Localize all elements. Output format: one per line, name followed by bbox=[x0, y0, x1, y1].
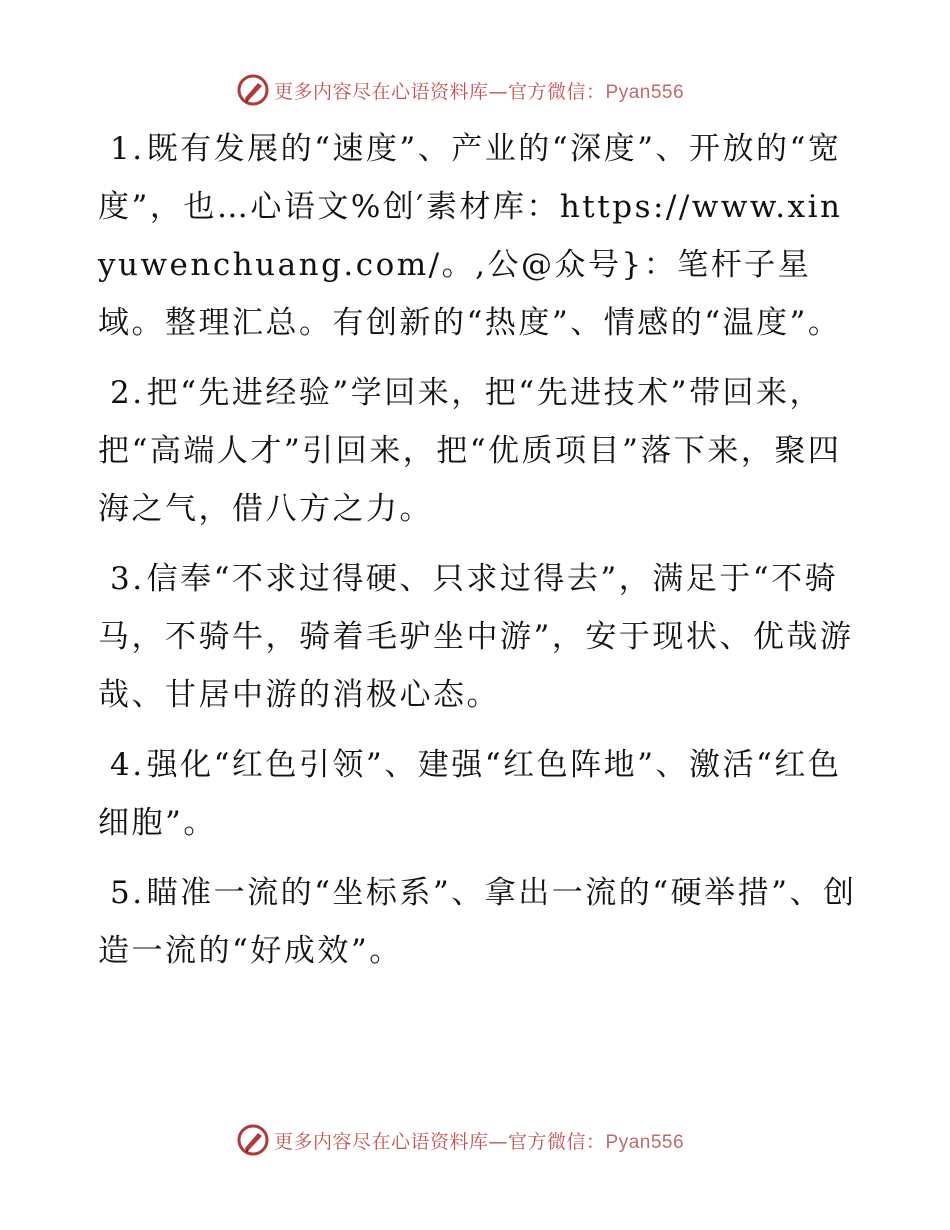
list-item-text: 瞄准一流的“坐标系”、拿出一流的“硬举措”、创造一流的“好成效”。 bbox=[98, 875, 857, 969]
list-item-number: 4. bbox=[110, 747, 145, 783]
list-item bbox=[98, 864, 858, 980]
footer-watermark-banner bbox=[236, 1122, 684, 1158]
list-item bbox=[98, 120, 858, 352]
banner-wechat-label: 官方微信： bbox=[508, 1130, 606, 1153]
document-body bbox=[98, 120, 858, 992]
banner-dash: — bbox=[488, 1130, 509, 1153]
list-item bbox=[98, 550, 858, 724]
list-item-number: 2. bbox=[110, 375, 145, 411]
list-item bbox=[98, 364, 858, 538]
banner-wechat-id: Pyan556 bbox=[605, 81, 685, 103]
list-item-text: 强化“红色引领”、建强“红色阵地”、激活“红色细胞”。 bbox=[98, 747, 842, 841]
pen-logo-icon bbox=[236, 73, 270, 107]
banner-wechat-id: Pyan556 bbox=[605, 1131, 685, 1153]
list-item-number: 1. bbox=[110, 131, 145, 167]
list-item-text: 信奉“不求过得硬、只求过得去”，满足于“不骑马，不骑牛，骑着毛驴坐中游”，安于现状、优哉游哉、甘居中游的消极心态。 bbox=[98, 561, 854, 713]
list-item-number: 5. bbox=[110, 875, 145, 911]
list-item-text: 把“先进经验”学回来，把“先进技术”带回来，把“高端人才”引回来，把“优质项目”落下来，聚四海之气，借八方之力。 bbox=[98, 375, 842, 527]
list-item-text: 既有发展的“速度”、产业的“深度”、开放的“宽度”，也…心语文%创′素材库：https://www.xinyuwenchuang.com/。,公@众号}：笔杆子星域。整理汇总。有创新的“热度”、情感的“温度”。 bbox=[98, 131, 843, 341]
banner-dash: — bbox=[488, 80, 509, 103]
banner-wechat-label: 官方微信： bbox=[508, 80, 606, 103]
list-item bbox=[98, 736, 858, 852]
list-item-number: 3. bbox=[110, 561, 145, 597]
pen-logo-icon bbox=[236, 1123, 270, 1157]
banner-main-text: 更多内容尽在心语资料库 bbox=[274, 80, 489, 103]
header-watermark-banner bbox=[236, 72, 684, 108]
banner-main-text: 更多内容尽在心语资料库 bbox=[274, 1130, 489, 1153]
